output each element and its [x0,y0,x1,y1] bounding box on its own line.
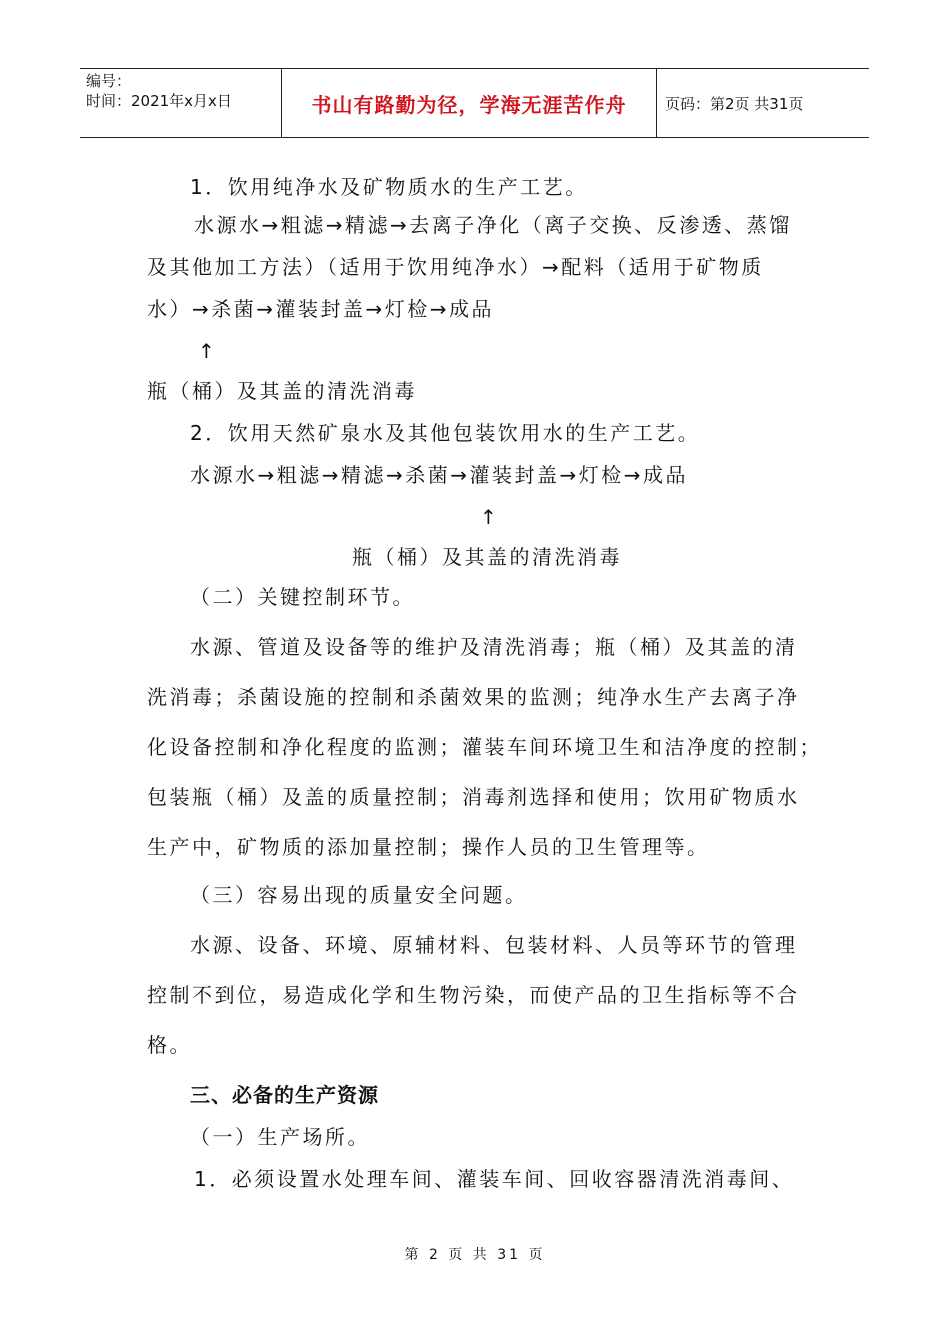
header-meta [80,69,282,137]
quality-issue-line-3: 格。 [147,1033,192,1057]
header-page-cell [657,69,869,137]
section-2-title: 2．饮用天然矿泉水及其他包装饮用水的生产工艺。 [190,421,701,445]
quality-issue-line-1: 水源、设备、环境、原辅材料、包装材料、人员等环节的管理 [190,933,798,957]
page-footer: 第 2 页 共 31 页 [404,1247,546,1263]
production-site-title: （一）生产场所。 [190,1125,370,1149]
quality-issue-line-2: 控制不到位，易造成化学和生物污染，而使产品的卫生指标等不合 [147,983,800,1007]
key-control-line-5: 生产中，矿物质的添加量控制；操作人员的卫生管理等。 [147,835,710,859]
key-control-line-1: 水源、管道及设备等的维护及清洗消毒；瓶（桶）及其盖的清 [190,635,798,659]
up-arrow-icon-2: ↑ [480,505,500,529]
section-1-title: 1．饮用纯净水及矿物质水的生产工艺。 [190,175,588,199]
key-control-line-4: 包装瓶（桶）及盖的质量控制；消毒剂选择和使用；饮用矿物质水 [147,785,800,809]
bottle-cleaning-2: 瓶（桶）及其盖的清洗消毒 [352,545,622,569]
process-1-line-1: 水源水→粗滤→精滤→去离子净化（离子交换、反渗透、蒸馏 [194,213,792,237]
time-label: 时间：2021年x月x日 [86,92,232,110]
key-control-title: （二）关键控制环节。 [190,585,415,609]
up-arrow-icon: ↑ [198,339,218,363]
process-2-line-1: 水源水→粗滤→精滤→杀菌→灌装封盖→灯检→成品 [190,463,689,487]
page-info: 页码：第2页 共31页 [665,94,804,113]
key-control-line-2: 洗消毒；杀菌设施的控制和杀菌效果的监测；纯净水生产去离子净 [147,685,800,709]
page-header [80,68,869,138]
number-label: 编号： [86,72,132,90]
quality-issue-title: （三）容易出现的质量安全问题。 [190,883,528,907]
header-motto-cell [282,69,657,137]
process-1-line-2: 及其他加工方法）（适用于饮用纯净水）→配料（适用于矿物质 [147,255,764,279]
key-control-line-3: 化设备控制和净化程度的监测；灌装车间环境卫生和洁净度的控制； [147,735,822,759]
bottle-cleaning-1: 瓶（桶）及其盖的清洗消毒 [147,379,417,403]
production-site-line-1: 1．必须设置水处理车间、灌装车间、回收容器清洗消毒间、 [194,1167,795,1191]
process-1-line-3: 水）→杀菌→灌装封盖→灯检→成品 [147,297,495,321]
section-3-heading: 三、必备的生产资源 [190,1083,379,1107]
motto: 书山有路勤为径，学海无涯苦作舟 [311,92,627,117]
